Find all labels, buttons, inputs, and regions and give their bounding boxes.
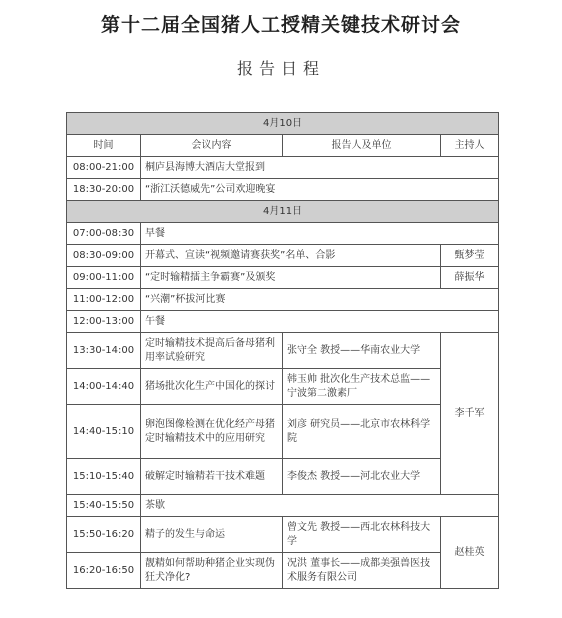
schedule-table (66, 112, 499, 589)
header-time: 时间 (67, 135, 141, 157)
content-cell: 靓精如何帮助种猪企业实现伪狂犬净化? (141, 553, 283, 589)
content-cell: 破解定时输精若干技术难题 (141, 459, 283, 495)
header-host: 主持人 (441, 135, 499, 157)
table-row (67, 459, 499, 495)
content-cell: 午餐 (141, 311, 499, 333)
table-row (67, 369, 499, 405)
table-row (67, 245, 499, 267)
table-row (67, 495, 499, 517)
content-cell: 精子的发生与命运 (141, 517, 283, 553)
table-row (67, 223, 499, 245)
table-row (67, 553, 499, 589)
content-cell: “兴潮”杯拔河比赛 (141, 289, 499, 311)
speaker-cell: 张守全 教授——华南农业大学 (283, 333, 441, 369)
time-cell: 14:40-15:10 (67, 405, 141, 459)
table-row (67, 157, 499, 179)
content-cell: 茶歇 (141, 495, 499, 517)
table-row (67, 517, 499, 553)
time-cell: 16:20-16:50 (67, 553, 141, 589)
time-cell: 11:00-12:00 (67, 289, 141, 311)
host-cell: 薛振华 (441, 267, 499, 289)
content-cell: 桐庐县海博大酒店大堂报到 (141, 157, 499, 179)
table-row (67, 179, 499, 201)
content-cell: 定时输精技术提高后备母猪利用率试验研究 (141, 333, 283, 369)
content-cell: 猪场批次化生产中国化的探讨 (141, 369, 283, 405)
time-cell: 15:50-16:20 (67, 517, 141, 553)
content-cell: “定时输精擂主争霸赛”及颁奖 (141, 267, 441, 289)
speaker-cell: 刘彦 研究员——北京市农林科学院 (283, 405, 441, 459)
time-cell: 12:00-13:00 (67, 311, 141, 333)
content-cell: 开幕式、宣读“视频邀请赛获奖”名单、合影 (141, 245, 441, 267)
time-cell: 18:30-20:00 (67, 179, 141, 201)
header-content: 会议内容 (141, 135, 283, 157)
table-row (67, 333, 499, 369)
content-cell: 卵泡图像检测在优化经产母猪定时输精技术中的应用研究 (141, 405, 283, 459)
time-cell: 08:00-21:00 (67, 157, 141, 179)
table-row (67, 405, 499, 459)
time-cell: 14:00-14:40 (67, 369, 141, 405)
page-title: 第十二届全国猪人工授精关键技术研讨会 (100, 14, 461, 36)
speaker-cell: 况洪 董事长——成都美强兽医技术服务有限公司 (283, 553, 441, 589)
table-row (67, 267, 499, 289)
date-row-day1 (67, 113, 499, 135)
date-label: 4月11日 (67, 201, 499, 223)
speaker-cell: 韩玉帅 批次化生产技术总监——宁波第二激素厂 (283, 369, 441, 405)
date-label: 4月10日 (67, 113, 499, 135)
host-cell: 李千军 (441, 333, 499, 495)
time-cell: 15:40-15:50 (67, 495, 141, 517)
page-subtitle: 报告日程 (236, 59, 325, 78)
header-row (67, 135, 499, 157)
content-cell: 早餐 (141, 223, 499, 245)
host-cell: 赵桂英 (441, 517, 499, 589)
speaker-cell: 李俊杰 教授——河北农业大学 (283, 459, 441, 495)
time-cell: 15:10-15:40 (67, 459, 141, 495)
time-cell: 07:00-08:30 (67, 223, 141, 245)
time-cell: 09:00-11:00 (67, 267, 141, 289)
date-row-day2 (67, 201, 499, 223)
host-cell: 甄梦莹 (441, 245, 499, 267)
time-cell: 13:30-14:00 (67, 333, 141, 369)
content-cell: “浙江沃德威先”公司欢迎晚宴 (141, 179, 499, 201)
header-speaker: 报告人及单位 (283, 135, 441, 157)
table-row (67, 311, 499, 333)
speaker-cell: 曾文先 教授——西北农林科技大学 (283, 517, 441, 553)
time-cell: 08:30-09:00 (67, 245, 141, 267)
table-row (67, 289, 499, 311)
